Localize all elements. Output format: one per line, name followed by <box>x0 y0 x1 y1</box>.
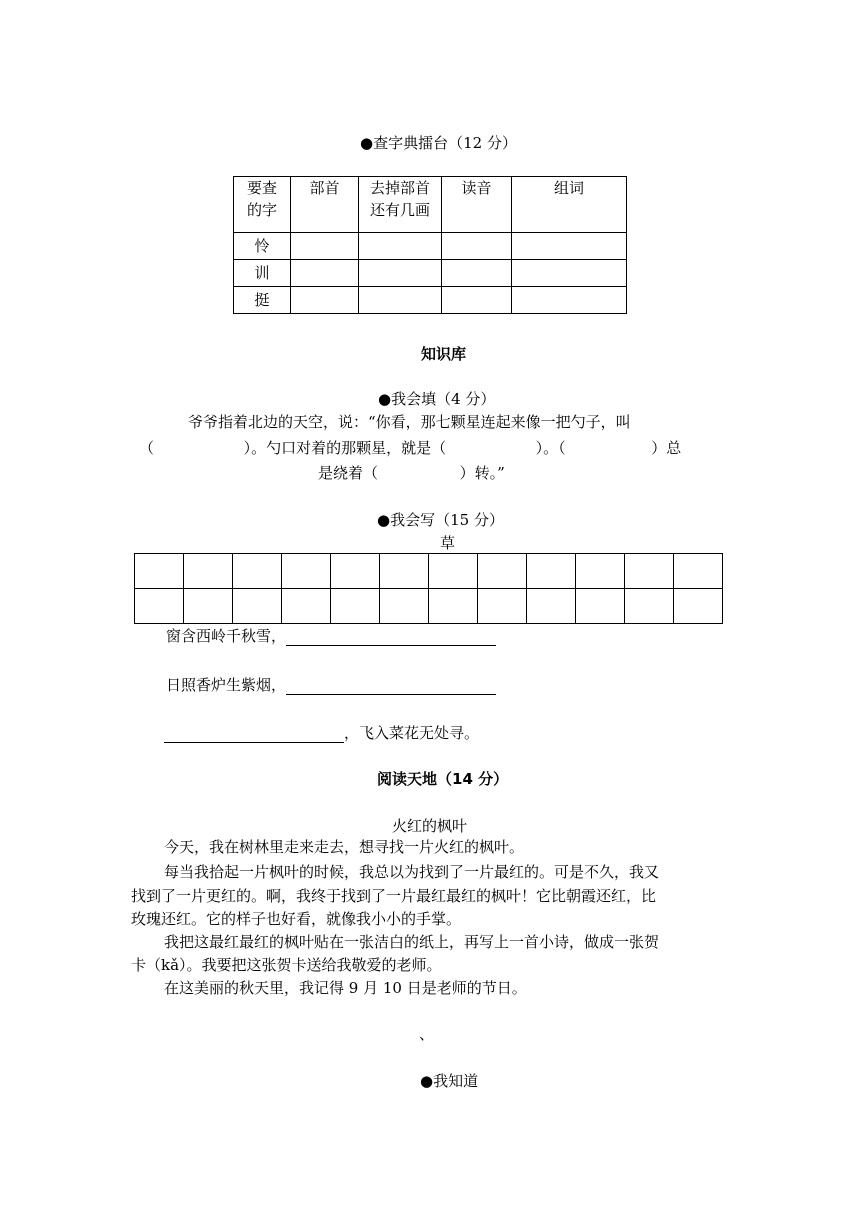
writing-cell[interactable] <box>576 554 625 589</box>
column-header-strokes: 去掉部首还有几画 <box>359 177 442 233</box>
answer-line[interactable] <box>286 676 496 695</box>
poem-text: ，飞入菜花无处寻。 <box>344 724 480 742</box>
column-header-words: 组词 <box>512 177 627 233</box>
fill-line-1: 爷爷指着北边的天空，说：“你看，那七颗星连起来像一把勺子，叫 <box>188 413 631 431</box>
poem-line-1 <box>166 625 496 646</box>
table-row <box>234 260 627 287</box>
writing-cell[interactable] <box>625 554 674 589</box>
writing-cell[interactable] <box>282 554 331 589</box>
answer-cell[interactable] <box>442 287 512 314</box>
answer-cell[interactable] <box>359 260 442 287</box>
writing-cell[interactable] <box>478 554 527 589</box>
fill-text: ）。（ <box>535 439 566 457</box>
writing-cell[interactable] <box>233 554 282 589</box>
poem-text: 窗含西岭千秋雪， <box>166 627 287 645</box>
fill-text: 是绕着（ <box>318 464 379 482</box>
dictionary-table <box>233 176 627 314</box>
fill-heading: ●我会填（4 分） <box>378 390 496 408</box>
story-paragraph-3-line-2: 卡（kǎ）。我要把这张贺卡送给我敬爱的老师。 <box>131 956 442 974</box>
fill-text: ）。勺口对着的那颗星，就是（ <box>243 439 447 457</box>
column-header-pinyin: 读音 <box>442 177 512 233</box>
answer-cell[interactable] <box>442 260 512 287</box>
fill-text: ）总 <box>651 439 682 457</box>
writing-cell[interactable] <box>184 554 233 589</box>
answer-cell[interactable] <box>512 233 627 260</box>
writing-cell[interactable] <box>233 589 282 624</box>
answer-cell[interactable] <box>291 287 359 314</box>
writing-cell[interactable] <box>674 554 723 589</box>
writing-cell[interactable] <box>135 589 184 624</box>
writing-cell[interactable] <box>527 589 576 624</box>
column-header-radical: 部首 <box>291 177 359 233</box>
table-row <box>234 233 627 260</box>
row-char: 挺 <box>234 287 291 314</box>
writing-cell[interactable] <box>429 589 478 624</box>
reading-heading: 阅读天地（14 分） <box>377 770 509 788</box>
story-paragraph-2-line-1: 每当我拾起一片枫叶的时候，我总以为找到了一片最红的。可是不久，我又 <box>164 863 660 881</box>
grid-row <box>135 589 723 624</box>
poem-line-2 <box>166 674 496 695</box>
answer-cell[interactable] <box>291 260 359 287</box>
writing-cell[interactable] <box>674 589 723 624</box>
writing-grid <box>134 553 723 624</box>
answer-cell[interactable] <box>512 260 627 287</box>
grid-row <box>135 554 723 589</box>
story-paragraph-4: 在这美丽的秋天里，我记得 9 月 10 日是老师的节日。 <box>164 979 527 997</box>
answer-cell[interactable] <box>291 233 359 260</box>
column-header-char: 要查的字 <box>234 177 291 233</box>
writing-cell[interactable] <box>625 589 674 624</box>
dictionary-heading: ●查字典擂台（12 分） <box>360 134 517 152</box>
story-paragraph-3-line-1: 我把这最红最红的枫叶贴在一张洁白的纸上，再写上一首小诗，做成一张贺 <box>164 933 660 951</box>
paren-open: （ <box>139 439 155 457</box>
story-paragraph-2-line-2: 找到了一片更红的。啊，我终于找到了一片最红最红的枫叶！它比朝霞还红，比 <box>131 887 657 905</box>
answer-cell[interactable] <box>442 233 512 260</box>
writing-cell[interactable] <box>135 554 184 589</box>
story-title: 火红的枫叶 <box>392 817 468 835</box>
knowledge-heading: 知识库 <box>421 345 467 363</box>
know-heading: ●我知道 <box>420 1072 479 1090</box>
answer-line[interactable] <box>164 724 344 743</box>
fill-text: ）转。” <box>459 464 505 482</box>
writing-cell[interactable] <box>184 589 233 624</box>
writing-cell[interactable] <box>576 589 625 624</box>
answer-cell[interactable] <box>359 233 442 260</box>
answer-line[interactable] <box>286 627 496 646</box>
table-row <box>234 287 627 314</box>
writing-cell[interactable] <box>380 589 429 624</box>
writing-cell[interactable] <box>282 589 331 624</box>
fill-line-3 <box>318 462 505 483</box>
writing-cell[interactable] <box>527 554 576 589</box>
stray-mark: 、 <box>419 1025 435 1043</box>
answer-cell[interactable] <box>359 287 442 314</box>
poem-title: 草 <box>440 534 456 552</box>
writing-cell[interactable] <box>478 589 527 624</box>
write-heading: ●我会写（15 分） <box>377 511 504 529</box>
dictionary-header-row <box>234 177 627 233</box>
writing-cell[interactable] <box>331 589 380 624</box>
poem-text: 日照香炉生紫烟， <box>166 676 287 694</box>
fill-line-2 <box>139 437 729 458</box>
writing-cell[interactable] <box>331 554 380 589</box>
poem-line-3 <box>164 722 479 743</box>
row-char: 怜 <box>234 233 291 260</box>
writing-cell[interactable] <box>429 554 478 589</box>
answer-cell[interactable] <box>512 287 627 314</box>
story-paragraph-1: 今天，我在树林里走来走去，想寻找一片火红的枫叶。 <box>164 838 525 856</box>
story-paragraph-2-line-3: 玫瑰还红。它的样子也好看，就像我小小的手掌。 <box>131 910 462 928</box>
row-char: 训 <box>234 260 291 287</box>
writing-cell[interactable] <box>380 554 429 589</box>
